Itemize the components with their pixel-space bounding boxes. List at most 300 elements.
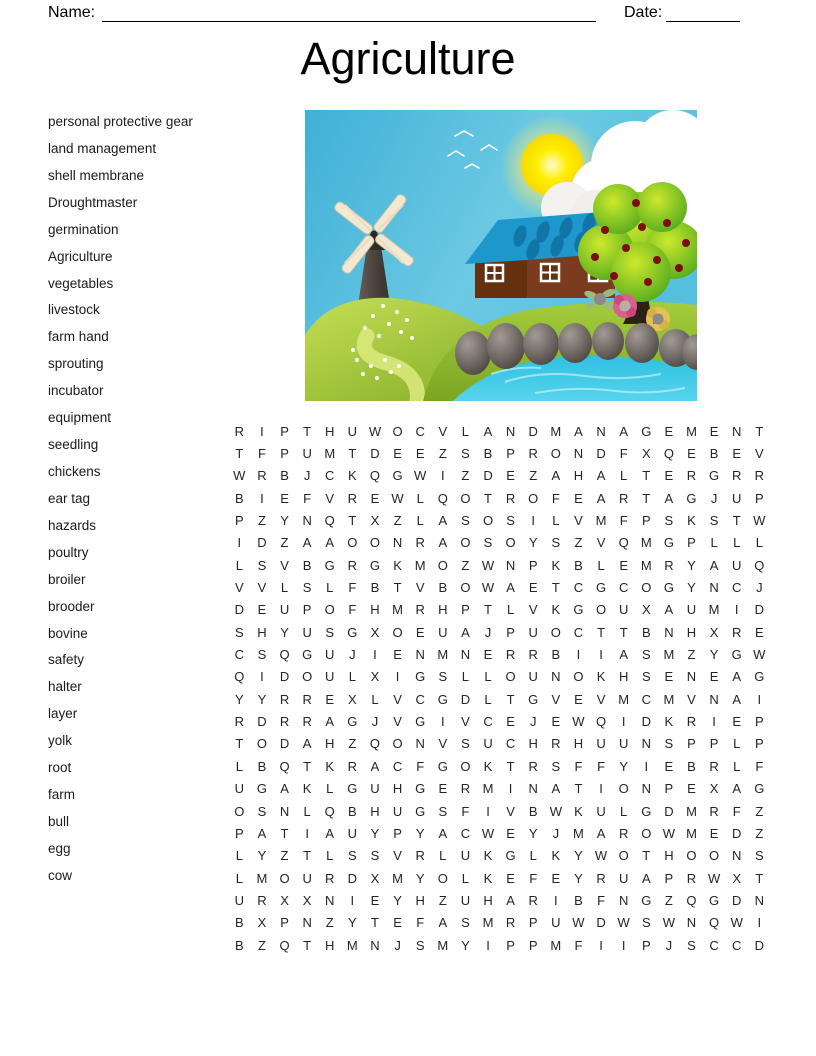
grid-letter: A [619,647,628,663]
grid-letter: H [686,624,697,640]
grid-letter: L [416,490,424,506]
grid-letter: S [461,736,470,752]
word-list-item: livestock [48,302,100,318]
grid-letter: G [686,490,697,506]
grid-letter: I [260,490,264,506]
grid-letter: R [257,468,267,484]
grid-letter: B [438,580,448,596]
grid-letter: L [326,580,334,596]
grid-letter: U [596,803,606,819]
grid-letter: L [303,803,311,819]
grid-letter: E [370,490,380,506]
grid-letter: A [551,781,561,797]
grid-letter: Y [393,892,402,908]
grid-letter: C [505,736,516,752]
grid-letter: D [732,892,742,908]
grid-letter: K [687,513,696,529]
grid-letter: A [302,535,312,551]
grid-letter: U [460,892,471,908]
word-list-item: Droughtmaster [48,194,138,210]
grid-letter: P [528,557,538,573]
grid-letter: R [686,870,697,886]
grid-letter: V [257,580,267,596]
grid-letter: I [305,825,309,841]
grid-letter: M [686,825,697,841]
grid-letter: N [641,736,651,752]
grid-letter: G [437,691,448,707]
grid-letter: D [234,602,244,618]
grid-letter: K [664,714,674,730]
grid-letter: E [732,714,742,730]
grid-letter: M [686,423,697,439]
grid-letter: P [234,825,244,841]
grid-letter: S [257,647,267,663]
grid-letter: S [370,848,380,864]
word-list-item: Agriculture [48,248,113,264]
grid-letter: R [528,647,538,663]
grid-letter: W [368,423,382,439]
grid-letter: F [574,937,583,953]
word-list-item: hazards [48,517,97,533]
grid-letter: S [506,513,515,529]
grid-letter: C [573,580,584,596]
grid-letter: Y [415,825,425,841]
grid-letter: W [481,557,495,573]
grid-letter: N [460,647,471,663]
grid-letter: O [573,669,584,685]
grid-letter: G [595,580,607,596]
grid-letter: A [732,691,742,707]
grid-letter: L [484,669,492,685]
grid-letter: J [756,580,763,596]
grid-letter: W [549,803,562,819]
grid-letter: M [618,691,630,707]
grid-letter: S [461,513,470,529]
word-list-item: ear tag [48,490,91,506]
grid-letter: D [483,468,493,484]
grid-letter: P [528,915,538,931]
grid-letter: O [550,624,561,640]
grid-letter: N [709,691,719,707]
grid-letter: Y [709,647,719,663]
word-list-item: sprouting [48,356,104,372]
grid-letter: A [596,490,606,506]
grid-letter: P [234,513,244,529]
grid-letter: L [235,758,243,774]
grid-letter: N [732,848,742,864]
grid-letter: I [531,513,536,529]
grid-letter: T [574,781,583,797]
grid-letter: T [393,580,402,596]
grid-letter: G [347,624,358,640]
grid-letter: Q [663,446,674,462]
grid-letter: A [664,490,674,506]
grid-letter: U [528,624,538,640]
grid-letter: L [620,803,628,819]
grid-letter: B [234,490,244,506]
grid-letter: F [529,870,538,886]
grid-letter: E [574,691,583,707]
grid-letter: R [347,490,358,506]
grid-letter: I [621,937,626,953]
grid-letter: R [460,781,471,797]
grid-letter: O [256,736,267,752]
grid-letter: H [370,803,380,819]
grid-letter: Z [438,446,447,462]
grid-letter: P [280,423,289,439]
grid-letter: A [461,624,470,640]
grid-letter: D [460,691,471,707]
grid-letter: U [279,602,290,618]
grid-letter: C [732,937,742,953]
grid-letter: L [461,669,470,685]
grid-letter: P [506,937,515,953]
grid-letter: M [437,937,449,953]
name-blank-line [102,4,596,22]
grid-letter: S [234,624,244,640]
grid-letter: T [755,423,764,439]
grid-letter: G [347,781,358,797]
grid-letter: R [302,714,312,730]
grid-letter: I [373,647,377,663]
grid-letter: S [754,848,764,864]
grid-letter: K [483,848,493,864]
grid-letter: H [618,669,629,685]
grid-letter: J [529,714,537,730]
grid-letter: J [484,624,492,640]
grid-letter: E [528,580,538,596]
grid-letter: A [709,557,719,573]
grid-letter: X [370,669,380,685]
grid-letter: E [664,423,674,439]
grid-letter: G [347,714,358,730]
word-list-item: personal protective gear [48,114,193,129]
grid-letter: U [596,736,606,752]
grid-letter: L [461,870,470,886]
grid-letter: L [235,557,243,573]
grid-letter: A [506,892,515,908]
grid-letter: K [348,468,357,484]
grid-letter: W [707,870,721,886]
grid-letter: V [551,691,561,707]
grid-letter: G [302,647,313,663]
grid-letter: N [279,803,290,819]
grid-letter: S [438,669,448,685]
grid-letter: A [574,423,583,439]
grid-letter: Z [574,535,583,551]
grid-letter: M [392,602,403,618]
grid-letter: F [551,490,560,506]
grid-letter: B [234,937,244,953]
grid-letter: E [709,423,719,439]
grid-letter: A [302,736,312,752]
grid-letter: G [324,557,335,573]
word-list [48,109,193,890]
grid-letter: I [554,892,558,908]
grid-letter: F [257,446,266,462]
grid-letter: I [237,535,242,551]
grid-letter: G [663,535,674,551]
grid-letter: E [506,870,515,886]
grid-letter: C [618,580,629,596]
grid-letter: P [506,624,515,640]
grid-letter: Y [415,870,425,886]
grid-letter: N [551,669,561,685]
grid-letter: S [709,513,719,529]
grid-letter: D [279,736,290,752]
grid-letter: T [642,490,651,506]
grid-letter: O [618,781,629,797]
grid-letter: Z [755,803,764,819]
grid-letter: D [732,825,742,841]
grid-letter: O [392,423,403,439]
word-list-item: bull [48,813,70,829]
grid-letter: B [280,468,289,484]
grid-letter: P [528,937,538,953]
grid-letter: M [414,557,426,573]
grid-letter: L [235,848,243,864]
grid-letter: X [732,870,742,886]
grid-letter: S [302,580,312,596]
grid-letter: R [279,714,290,730]
grid-letter: A [370,758,380,774]
grid-letter: R [709,758,719,774]
grid-letter: Y [687,557,696,573]
grid-letter: P [687,535,696,551]
grid-letter: Q [686,892,697,908]
word-list-item: chickens [48,463,101,479]
grid-letter: T [370,915,379,931]
grid-letter: E [619,557,628,573]
grid-letter: C [415,423,425,439]
grid-letter: O [392,624,403,640]
grid-letter: U [302,624,312,640]
grid-letter: L [597,557,605,573]
grid-letter: N [732,423,742,439]
grid-letter: Z [461,557,470,573]
grid-letter: Q [437,490,448,506]
grid-letter: E [664,468,674,484]
grid-letter: R [347,557,358,573]
grid-letter: B [257,758,267,774]
grid-letter: V [596,535,606,551]
grid-letter: Q [324,513,335,529]
grid-letter: A [483,423,493,439]
grid-letter: I [486,937,490,953]
grid-letter: Y [257,848,267,864]
grid-letter: E [664,758,674,774]
grid-letter: T [642,468,651,484]
grid-letter: G [528,691,539,707]
grid-letter: Z [755,825,764,841]
grid-letter: M [437,647,449,663]
grid-letter: A [664,602,674,618]
grid-letter: V [574,513,583,529]
grid-letter: W [730,915,743,931]
grid-letter: L [439,848,447,864]
grid-letter: F [597,758,606,774]
grid-letter: Y [257,691,267,707]
grid-letter: T [755,870,764,886]
grid-letter: O [505,535,516,551]
grid-letter: L [552,513,560,529]
grid-letter: S [641,915,651,931]
grid-letter: C [392,758,403,774]
grid-letter: C [234,647,244,663]
grid-letter: A [732,669,742,685]
grid-letter: F [461,803,470,819]
grid-letter: T [506,691,515,707]
grid-letter: W [753,513,766,529]
grid-letter: U [528,669,538,685]
grid-letter: F [348,580,357,596]
grid-letter: U [325,647,335,663]
grid-letter: I [599,647,603,663]
grid-letter: H [415,892,425,908]
grid-letter: W [572,915,585,931]
grid-letter: Z [348,736,357,752]
grid-letter: D [754,602,765,618]
grid-letter: A [257,825,267,841]
grid-letter: K [551,602,561,618]
grid-letter: O [595,602,607,618]
grid-letter: F [619,513,628,529]
grid-letter: R [618,490,629,506]
grid-letter: U [732,490,742,506]
grid-letter: O [369,535,381,551]
grid-letter: R [234,714,244,730]
grid-letter: I [599,781,603,797]
grid-letter: L [710,535,718,551]
grid-letter: Z [664,892,673,908]
grid-letter: X [709,624,719,640]
grid-letter: O [437,557,448,573]
grid-letter: X [257,915,267,931]
grid-letter: U [438,624,448,640]
grid-letter: N [709,580,719,596]
grid-letter: B [551,647,561,663]
grid-letter: X [641,446,651,462]
grid-letter: Q [369,736,381,752]
grid-letter: O [460,490,471,506]
grid-letter: B [234,915,244,931]
grid-letter: K [551,848,561,864]
grid-letter: F [597,892,606,908]
grid-letter: R [505,490,516,506]
grid-letter: N [664,624,674,640]
grid-letter: R [732,468,742,484]
grid-letter: J [349,647,356,663]
grid-letter: V [754,446,764,462]
grid-letter: P [754,490,764,506]
grid-letter: D [257,714,267,730]
word-list-item: equipment [48,410,112,426]
grid-letter: U [302,446,312,462]
grid-letter: S [325,624,335,640]
word-list-item: seedling [48,437,99,453]
grid-letter: I [350,892,355,908]
grid-letter: I [440,714,445,730]
grid-letter: S [257,803,267,819]
grid-letter: J [665,937,673,953]
grid-letter: S [461,446,470,462]
grid-letter: O [528,490,539,506]
grid-letter: T [348,446,357,462]
grid-letter: W [662,915,676,931]
grid-letter: G [754,781,765,797]
grid-letter: M [550,937,562,953]
grid-letter: L [733,758,741,774]
grid-letter: E [393,915,402,931]
grid-letter: U [234,892,244,908]
grid-letter: U [483,736,493,752]
grid-letter: L [371,691,379,707]
grid-letter: X [370,513,380,529]
grid-letter: U [392,803,403,819]
grid-letter: Q [324,803,335,819]
grid-letter: N [505,423,516,439]
grid-letter: Y [528,825,538,841]
grid-letter: T [280,825,289,841]
grid-letter: T [235,736,244,752]
grid-letter: G [415,781,426,797]
grid-letter: Y [280,624,289,640]
grid-letter: Z [280,848,289,864]
grid-letter: E [415,624,425,640]
grid-letter: L [733,535,741,551]
grid-letter: G [392,468,403,484]
grid-letter: Y [619,758,628,774]
grid-letter: U [347,423,358,439]
grid-letter: H [438,602,448,618]
grid-letter: L [235,870,243,886]
grid-letter: T [235,446,244,462]
grid-letter: Y [234,691,244,707]
grid-letter: W [481,825,495,841]
grid-letter: H [483,892,493,908]
grid-letter: K [393,557,402,573]
word-list-item: shell membrane [48,167,145,183]
grid-letter: C [415,691,425,707]
grid-letter: O [437,870,448,886]
grid-letter: A [438,825,448,841]
grid-letter: N [686,915,697,931]
grid-letter: M [663,647,675,663]
word-search-grid [228,420,771,956]
grid-letter: V [461,714,470,730]
grid-letter: M [573,825,584,841]
grid-letter: G [709,468,720,484]
grid-letter: L [620,468,628,484]
grid-letter: N [686,669,697,685]
grid-letter: L [461,423,470,439]
grid-letter: Q [369,468,381,484]
grid-letter: Q [279,647,290,663]
grid-letter: L [507,602,515,618]
grid-letter: W [753,647,766,663]
grid-letter: I [260,423,264,439]
grid-letter: J [303,468,311,484]
grid-letter: D [596,446,606,462]
grid-letter: I [440,468,445,484]
grid-letter: H [573,468,584,484]
grid-letter: Q [754,557,765,573]
word-list-item: farm hand [48,329,109,345]
grid-letter: T [732,513,741,529]
grid-letter: H [528,736,538,752]
grid-letter: E [415,446,425,462]
grid-letter: Z [280,535,289,551]
